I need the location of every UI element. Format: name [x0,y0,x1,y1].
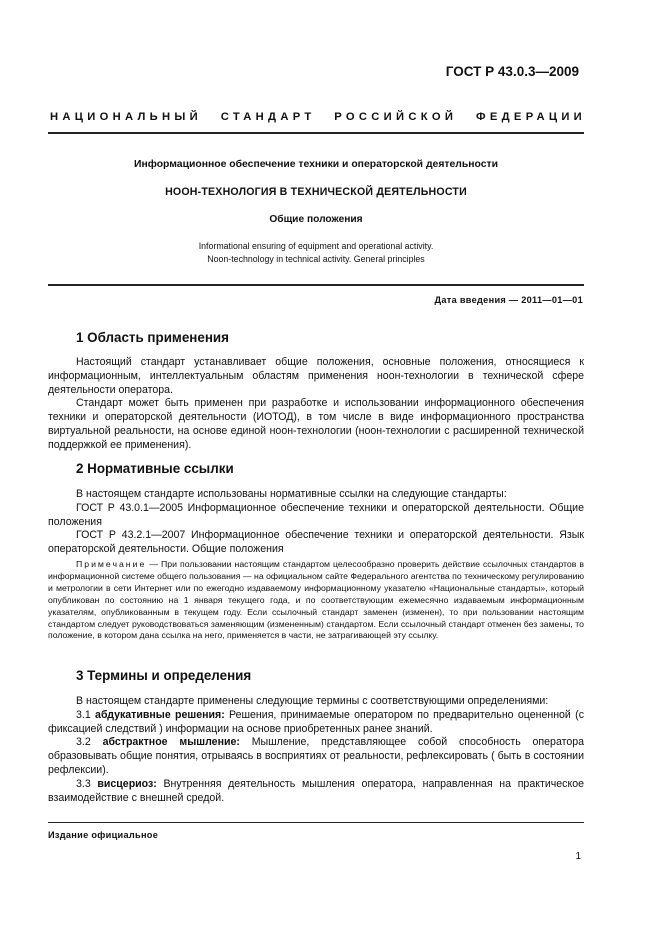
section-2-reference-1: ГОСТ Р 43.0.1—2005 Информационное обеспечение техники и операторской деятельности. Общие положения [48,501,584,528]
term-3-3 [48,778,584,806]
term-number: 3.3 [76,777,91,790]
title-english-line-1: Informational ensuring of equipment and operational activity. [198,241,434,251]
document-code: ГОСТ Р 43.0.3—2009 [445,64,579,79]
section-2-note [48,559,584,642]
official-edition-label: Издание официальное [48,830,159,840]
section-1-paragraph-1: Настоящий стандарт устанавливает общие положения, основные положения, относящиеся к информационным, интеллектуальным областям применения ноон-технологии в технической сфере деятельности оператора. [48,356,584,396]
footer-rule [48,822,584,823]
title-sub: Общие положения [269,214,363,225]
section-1-body [48,356,584,453]
national-standard-banner: НАЦИОНАЛЬНЫЙ СТАНДАРТ РОССИЙСКОЙ ФЕДЕРАЦИИ [50,111,586,123]
section-3-paragraph-1: В настоящем стандарте применены следующие термины с соответствующими определениями: [76,695,549,707]
term-name: абдукативные решения: [95,708,225,721]
page-number: 1 [575,851,581,862]
note-text: — При пользовании настоящим стандартом целесообразно проверить действие ссылочных стандартов в информационной системе общего пользования — на официальном сайте Федерального агентства по техническому регулированию и метрологии в сети Интернет или по ежегодно издаваемому информационному указателю «Национальные стандарты», который опубликован по состоянию на 1 января текущего года, и по соответствующим ежемесячно издаваемым информационным указателям, опубликованным в текущем году. Если ссылочный стандарт заменен (изменен), то при пользовании настоящим стандартом следует руководствоваться заменяющим (измененным) стандартом. Если ссылочный стандарт отменен без замены, то положение, в котором дана ссылка на него, применяется в части, не затрагивающей эту ссылку. [48,559,584,641]
section-3-heading: 3 Термины и определения [76,668,252,683]
term-definition: Внутренняя деятельность мышления оператора, направленная на практическое взаимодействие с внешней средой. [48,777,584,804]
section-2-heading: 2 Нормативные ссылки [76,461,234,476]
section-1-heading: 1 Область применения [76,330,229,345]
title-group: Информационное обеспечение техники и операторской деятельности [134,159,498,170]
section-2-paragraph-1: В настоящем стандарте использованы нормативные ссылки на следующие стандарты: [76,488,507,500]
term-3-1 [48,709,584,737]
title-rule [48,284,584,286]
term-name: висцериоз: [97,777,157,790]
introduction-date: Дата введения — 2011—01—01 [434,295,583,305]
header-rule [48,132,584,134]
note-label: Примечание [76,559,147,569]
title-english [48,240,584,266]
term-number: 3.2 [76,736,91,749]
section-3-body [48,695,584,805]
section-2-reference-2: ГОСТ Р 43.2.1—2007 Информационное обеспечение техники и операторской деятельности. Язык операторской деятельности. Общие положения [48,529,584,556]
term-definition: Мышление, представляющее собой способность оператора образовывать общие понятия, отрываясь в восприятиях от реальности, рефлексировать ( быть в состоянии рефлексии). [48,736,585,776]
section-2-body [48,488,584,557]
term-definition: Решения, принимаемые оператором по предварительно оцененной (с фиксацией следствий ) информации на основе приобретенных ранее знаний. [48,708,584,735]
title-english-line-2: Noon-technology in technical activity. General principles [207,254,425,264]
term-name: абстрактное мышление: [102,736,240,749]
term-number: 3.1 [76,708,91,721]
section-1-paragraph-2: Стандарт может быть применен при разработке и использовании информационного обеспечения техники и операторской деятельности (ИОТОД), в том числе в виде информационного пространства виртуальной реальности, на основе единой ноон-технологии (ноон-технологии с расширенной технической поддержкой ее применения). [48,397,584,451]
term-3-2 [48,736,584,777]
title-main: НООН-ТЕХНОЛОГИЯ В ТЕХНИЧЕСКОЙ ДЕЯТЕЛЬНОСТИ [165,186,467,198]
